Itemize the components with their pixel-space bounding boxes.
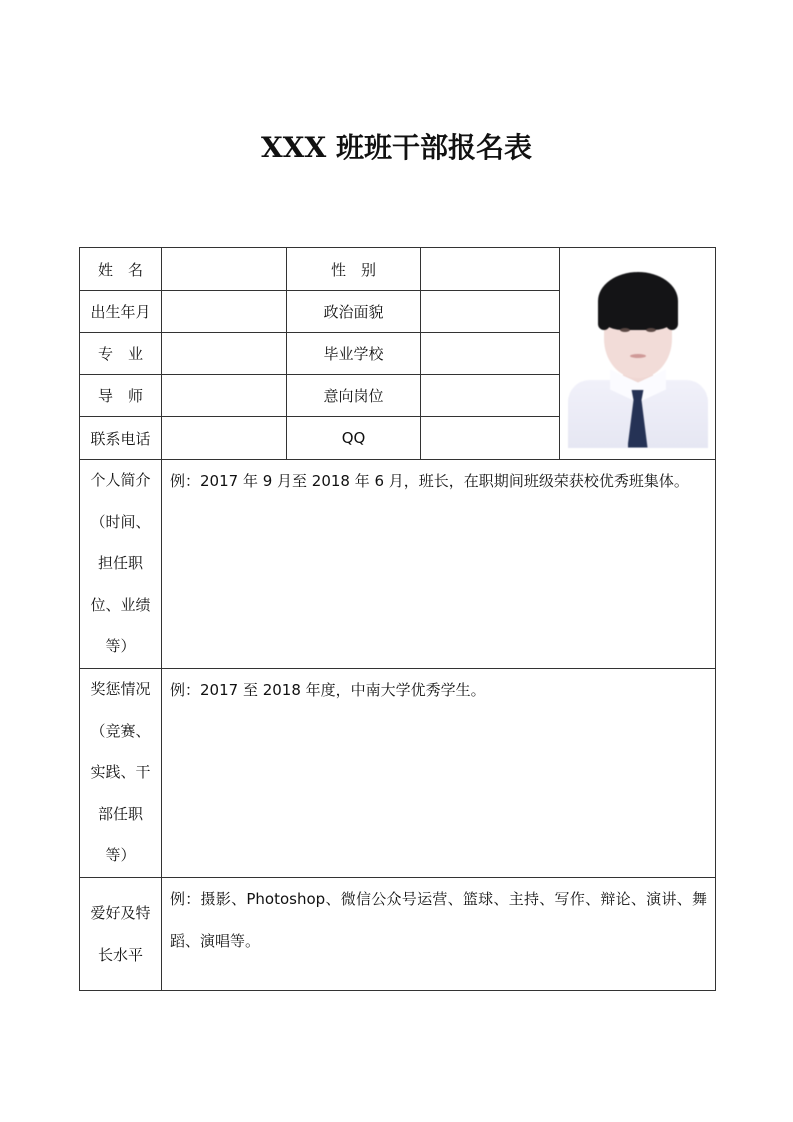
label-profile-line: 个人简介	[90, 471, 151, 489]
field-desired-position[interactable]	[421, 375, 560, 417]
form-row-awards	[80, 668, 716, 877]
label-profile-line: 担任职	[97, 554, 143, 573]
label-profile-line: （时间、	[90, 512, 151, 531]
photo-cell	[560, 248, 716, 460]
label-awards-line: 实践、干	[90, 763, 151, 782]
label-major: 专 业	[80, 333, 162, 375]
field-name[interactable]	[162, 248, 287, 291]
label-graduate-school: 毕业学校	[287, 333, 421, 375]
field-advisor[interactable]	[162, 375, 287, 417]
label-profile	[80, 460, 162, 669]
label-awards-line: 部任职	[97, 804, 143, 823]
label-awards-line: 等）	[105, 846, 136, 865]
field-birth-date[interactable]	[162, 291, 287, 333]
label-profile-line: 等）	[105, 637, 136, 656]
label-birth-date: 出生年月	[80, 291, 162, 333]
label-profile-line: 位、业绩	[90, 595, 151, 614]
form-row-name	[80, 248, 716, 291]
form-row-profile	[80, 460, 716, 669]
field-profile[interactable]: 例：2017 年 9 月至 2018 年 6 月，班长，在职期间班级荣获校优秀班集体。	[162, 460, 716, 669]
title-class-placeholder: XXX	[261, 131, 327, 164]
form-row-hobbies	[80, 877, 716, 990]
label-gender: 性 别	[287, 248, 421, 291]
label-hobbies-line: 长水平	[97, 945, 143, 964]
label-name: 姓 名	[80, 248, 162, 291]
label-hobbies-line: 爱好及特	[90, 903, 151, 922]
page-title	[0, 128, 793, 168]
label-desired-position: 意向岗位	[287, 375, 421, 417]
field-gender[interactable]	[421, 248, 560, 291]
field-qq[interactable]	[421, 417, 560, 460]
field-phone[interactable]	[162, 417, 287, 460]
label-advisor: 导 师	[80, 375, 162, 417]
label-awards	[80, 668, 162, 877]
label-political-status: 政治面貌	[287, 291, 421, 333]
label-qq: QQ	[287, 417, 421, 460]
label-phone: 联系电话	[80, 417, 162, 460]
label-hobbies	[80, 877, 162, 990]
field-political-status[interactable]	[421, 291, 560, 333]
title-text: 班班干部报名表	[326, 131, 532, 164]
label-awards-line: 奖惩情况	[90, 679, 151, 698]
label-awards-line: （竞赛、	[90, 721, 151, 740]
portrait-photo-icon	[568, 272, 708, 448]
field-graduate-school[interactable]	[421, 333, 560, 375]
field-hobbies[interactable]: 例：摄影、Photoshop、微信公众号运营、篮球、主持、写作、辩论、演讲、舞蹈、演唱等。	[162, 877, 716, 990]
field-awards[interactable]: 例：2017 至 2018 年度，中南大学优秀学生。	[162, 668, 716, 877]
field-major[interactable]	[162, 333, 287, 375]
registration-form-table	[79, 247, 716, 991]
